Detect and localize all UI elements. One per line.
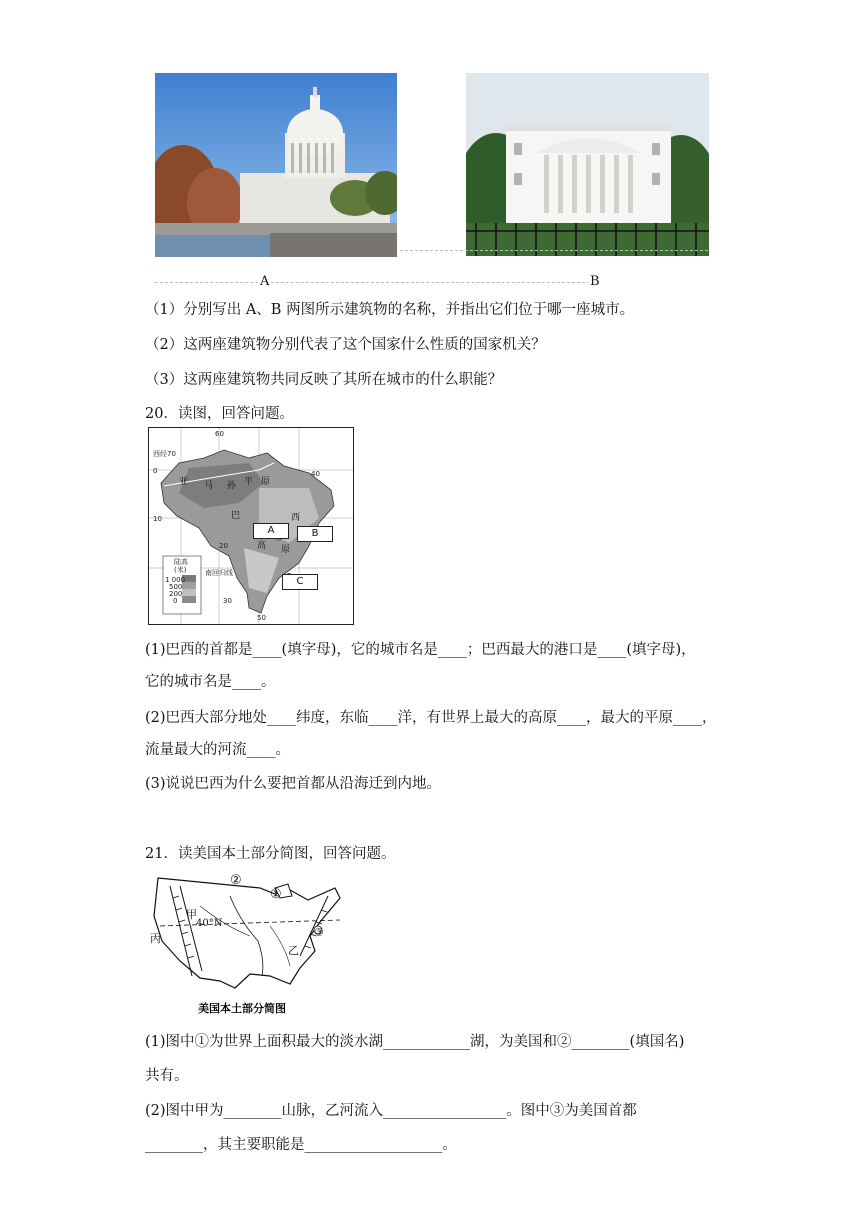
- q21-title: 21．读美国本土部分简图，回答问题。: [145, 846, 396, 862]
- usa-lat-40n: 40°N: [196, 918, 223, 929]
- photo-separator: [400, 250, 708, 251]
- map-place-7: 西: [291, 513, 301, 523]
- q21-sub1-line2: 共有。: [145, 1068, 189, 1084]
- map-place-5: 原: [261, 477, 271, 487]
- usa-yi: 乙: [288, 944, 299, 957]
- map-place-4: 平: [244, 477, 254, 487]
- q21-sub2-line1: (2)图中甲为________山脉，乙河流入_________________。图中③为美国首都: [145, 1103, 637, 1119]
- map-lon-70: 西经70: [153, 450, 176, 458]
- photo-b-label: B: [590, 274, 600, 289]
- usa-bing: 丙: [150, 932, 161, 945]
- legend-v4: 0: [173, 597, 178, 605]
- q21-sub2-line2: ________，其主要职能是___________________。: [145, 1137, 457, 1153]
- map-lat-30: 30: [223, 597, 232, 605]
- white-house-photo: [466, 73, 709, 256]
- photo-caption-line: [155, 282, 595, 283]
- map-place-2: 马: [204, 481, 214, 491]
- map-place-6: 巴: [231, 511, 241, 521]
- capitol-photo: [155, 73, 397, 257]
- map-place-8: 高: [257, 541, 267, 551]
- q19-sub2: （2）这两座建筑物分别代表了这个国家什么性质的国家机关？: [145, 337, 546, 353]
- map-lat-10: 10: [153, 515, 162, 523]
- q20-sub1-line2: 它的城市名是____。: [145, 674, 276, 690]
- q20-sub3: (3)说说巴西为什么要把首都从沿海迁到内地。: [145, 776, 442, 792]
- map-lon-40: 40: [311, 470, 320, 478]
- usa-mark-1: ①: [270, 887, 282, 902]
- legend-v2: 500: [169, 583, 183, 591]
- q19-sub1: （1）分别写出 A、B 两图所示建筑物的名称，并指出它们位于哪一座城市。: [145, 302, 635, 318]
- usa-jia: 甲: [186, 908, 197, 921]
- q20-sub2-line2: 流量最大的河流____。: [145, 742, 290, 758]
- q20-sub2-line1: (2)巴西大部分地处____纬度，东临____洋，有世界上最大的高原____，最大的平原____，: [145, 710, 717, 726]
- map-box-c: C: [282, 574, 318, 590]
- photo-a-label: A: [260, 274, 270, 289]
- usa-map-caption: 美国本土部分简图: [198, 1002, 286, 1015]
- map-place-1: 亚: [179, 477, 189, 487]
- map-lat-0: 0: [153, 467, 158, 475]
- map-lon-50: 50: [257, 614, 266, 622]
- usa-mark-3: ③: [314, 926, 324, 939]
- legend-unit: (米): [174, 566, 187, 574]
- map-box-a: A: [253, 523, 289, 539]
- map-lat-20: 20: [219, 542, 228, 550]
- q20-sub1-line1: (1)巴西的首都是____(填字母)，它的城市名是____；巴西最大的港口是____(填字母)，: [145, 642, 696, 658]
- map-place-9: 原: [281, 545, 291, 555]
- usa-map: [140, 866, 350, 1026]
- q19-sub3: （3）这两座建筑物共同反映了其所在城市的什么职能？: [145, 372, 503, 388]
- map-box-b: B: [297, 526, 333, 542]
- legend-title: 陆高: [174, 558, 188, 566]
- brazil-map: [148, 427, 354, 625]
- legend-v3: 200: [169, 590, 183, 598]
- map-lon-60: 60: [215, 430, 224, 438]
- usa-mark-2: ②: [230, 873, 242, 888]
- legend-v1: 1 000: [165, 576, 186, 584]
- q20-title: 20．读图，回答问题。: [145, 406, 294, 422]
- q21-sub1-line1: (1)图中①为世界上面积最大的淡水湖____________湖，为美国和②________(填国名): [145, 1034, 685, 1050]
- map-place-3: 孙: [227, 481, 237, 491]
- map-tropic: 南回归线: [205, 569, 233, 577]
